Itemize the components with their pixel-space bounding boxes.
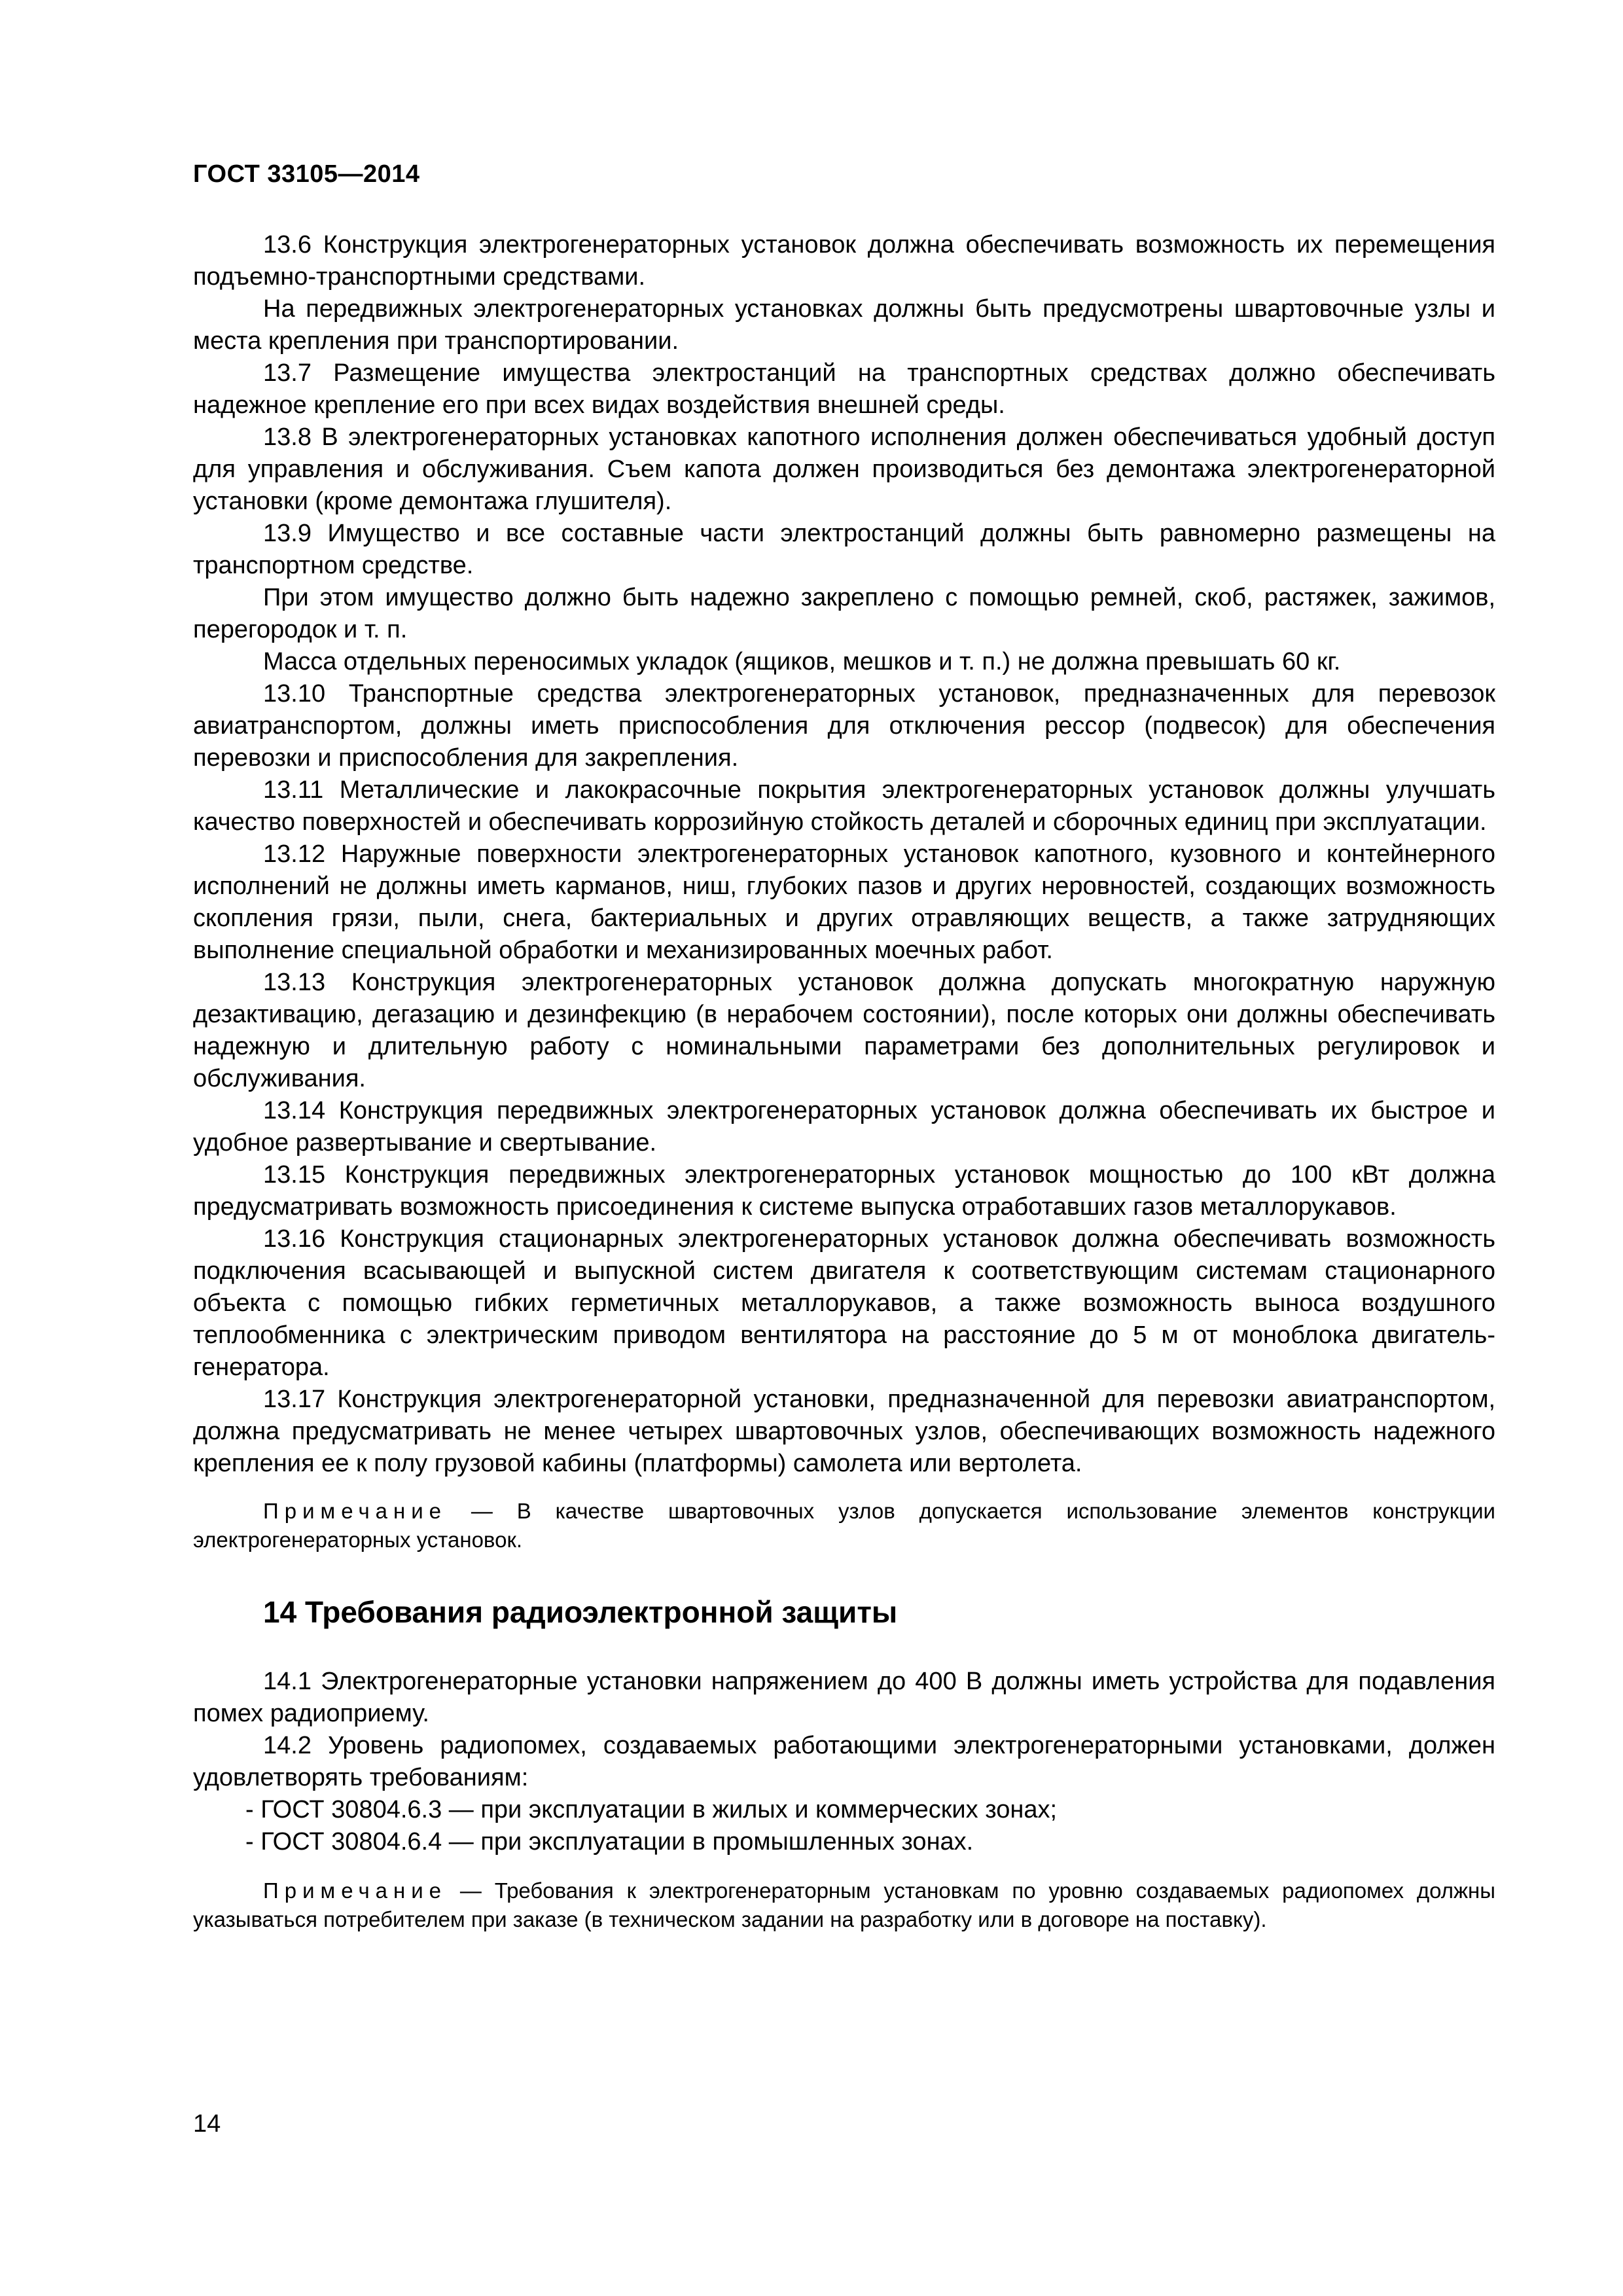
page-number: 14: [193, 2110, 221, 2138]
note-section-13: [193, 1497, 1495, 1554]
document-body: [193, 229, 1495, 1934]
paragraph-13-9: 13.9 Имущество и все составные части электростанций должны быть равномерно размещены на транспортном средстве.: [193, 520, 1495, 579]
paragraph-13-6-continued: На передвижных электрогенераторных установках должны быть предусмотрены швартовочные узлы и места крепления при транспортировании.: [193, 295, 1495, 355]
paragraph-13-12: 13.12 Наружные поверхности электрогенераторных установок капотного, кузовного и контейнерного исполнений не должны иметь карманов, ниш, глубоких пазов и других неровностей, создающих возможность скопления грязи, пыли, снега, бактериальных и других отравляющих веществ, а также затрудняющих выполнение специальной обработки и механизированных моечных работ.: [193, 840, 1495, 964]
paragraph-13-7: 13.7 Размещение имущества электростанций на транспортных средствах должно обеспечивать надежное крепление его при всех видах воздействия внешней среды.: [193, 359, 1495, 419]
note-text: — Требования к электрогенераторным установкам по уровню создаваемых радиопомех должны указываться потребителем при заказе (в техническом задании на разработку или в договоре на поставку).: [193, 1878, 1495, 1931]
paragraph-13-15: 13.15 Конструкция передвижных электрогенераторных установок мощностью до 100 кВт должна предусматривать возможность присоединения к системе выпуска отработавших газов металлорукавов.: [193, 1161, 1495, 1221]
note-label: Примечание: [263, 1499, 448, 1523]
paragraph-13-8: 13.8 В электрогенераторных установках капотного исполнения должен обеспечиваться удобный доступ для управления и обслуживания. Съем капота должен производиться без демонтажа электрогенераторной установки (кроме демонтажа глушителя).: [193, 423, 1495, 515]
section-14-heading: 14 Требования радиоэлектронной защиты: [263, 1595, 898, 1629]
list-item: - ГОСТ 30804.6.4 — при эксплуатации в промышленных зонах.: [245, 1828, 974, 1856]
note-label: Примечание: [263, 1878, 448, 1903]
paragraph-14-1: 14.1 Электрогенераторные установки напряжением до 400 В должны иметь устройства для подавления помех радиоприему.: [193, 1668, 1495, 1727]
paragraph-13-14: 13.14 Конструкция передвижных электрогенераторных установок должна обеспечивать их быстрое и удобное развертывание и свертывание.: [193, 1097, 1495, 1157]
paragraph-13-6: 13.6 Конструкция электрогенераторных установок должна обеспечивать возможность их перемещения подъемно-транспортными средствами.: [193, 231, 1495, 291]
list-item: - ГОСТ 30804.6.3 — при эксплуатации в жилых и коммерческих зонах;: [245, 1796, 1058, 1823]
note-section-14: [193, 1876, 1495, 1934]
paragraph-14-2: 14.2 Уровень радиопомех, создаваемых работающими электрогенераторными установками, должен удовлетворять требованиям:: [193, 1732, 1495, 1791]
paragraph-13-10: 13.10 Транспортные средства электрогенераторных установок, предназначенных для перевозок авиатранспортом, должны иметь приспособления для отключения рессор (подвесок) для обеспечения перевозки и приспособления для закрепления.: [193, 680, 1495, 772]
paragraph-13-13: 13.13 Конструкция электрогенераторных установок должна допускать многократную наружную дезактивацию, дегазацию и дезинфекцию (в нерабочем состоянии), после которых они должны обеспечивать надежную и длительную работу с номинальными параметрами без дополнительных регулировок и обслуживания.: [193, 969, 1495, 1092]
paragraph-13-11: 13.11 Металлические и лакокрасочные покрытия электрогенераторных установок должны улучшать качество поверхностей и обеспечивать коррозийную стойкость деталей и сборочных единиц при эксплуатации.: [193, 776, 1495, 836]
note-text: — В качестве швартовочных узлов допускается использование элементов конструкции электрогенераторных установок.: [193, 1499, 1495, 1552]
paragraph-13-16: 13.16 Конструкция стационарных электрогенераторных установок должна обеспечивать возможность подключения всасывающей и выпускной систем двигателя к соответствующим системам стационарного объекта с помощью гибких герметичных металлорукавов, а также возможность выноса воздушного теплообменника с электрическим приводом вентилятора на расстояние до 5 м от моноблока двигатель-генератора.: [193, 1225, 1495, 1381]
document-header: ГОСТ 33105—2014: [193, 160, 420, 188]
paragraph-13-9-mass: Масса отдельных переносимых укладок (ящиков, мешков и т. п.) не должна превышать 60 кг.: [263, 648, 1341, 675]
paragraph-13-17: 13.17 Конструкция электрогенераторной установки, предназначенной для перевозки авиатранспортом, должна предусматривать не менее четырех швартовочных узлов, обеспечивающих возможность надежного крепления ее к полу грузовой кабины (платформы) самолета или вертолета.: [193, 1386, 1495, 1477]
paragraph-13-9-continued: При этом имущество должно быть надежно закреплено с помощью ремней, скоб, растяжек, зажимов, перегородок и т. п.: [193, 584, 1495, 643]
